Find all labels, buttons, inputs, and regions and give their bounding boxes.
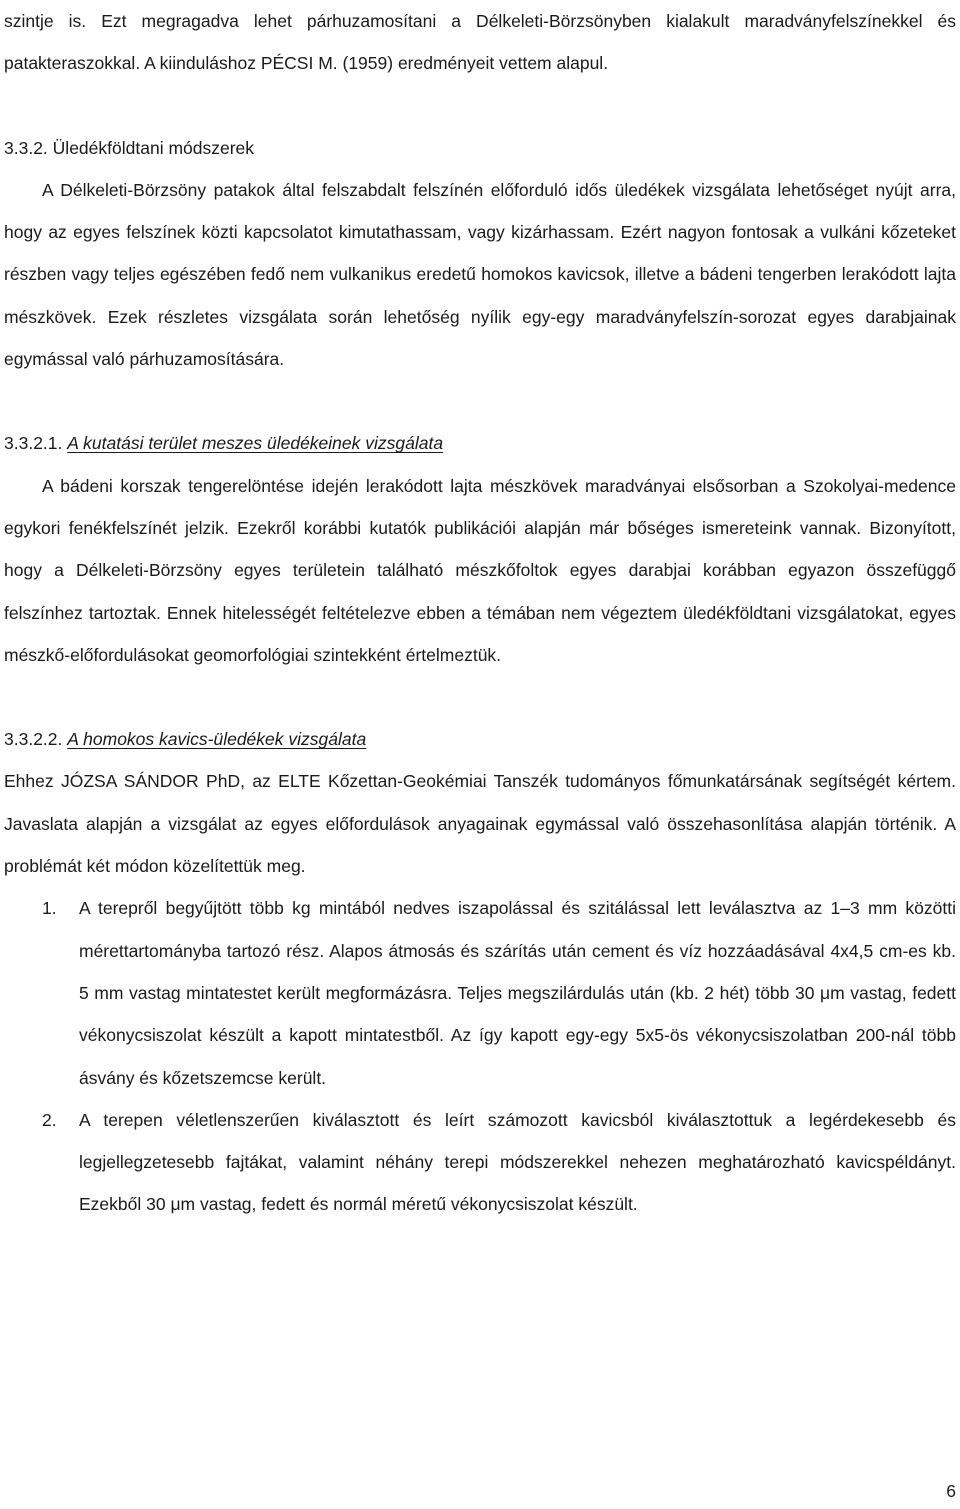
list-item-text: A terepen véletlenszerűen kiválasztott és leírt számozott kavicsból kiválasztottuk a legérdekesebb és legjellegzetesebb fajtákat, valamint néhány terepi módszerekkel nehezen meghatározható kavicspéldányt. Ezekből 30 μm vastag, fedett és normál méretű vékonycsiszolat készült.: [79, 1109, 956, 1215]
section-3-3-2-1-paragraph: A bádeni korszak tengerelöntése idején lerakódott lajta mészkövek maradványai elsősorban a Szokolyai-medence egykori fenékfelszínét jelzik. Ezekről korábbi kutatók publikációi alapján már bőséges ismereteink vannak. Bizonyított, hogy a Délkeleti-Börzsöny egyes területein található mészkőfoltok egyes darabjai korábban egyazon összefüggő felszínhez tartoztak. Ennek hitelességét feltételezve ebben a témában nem végeztem üledékföldtani vizsgálatokat, egyes mészkő-előfordulásokat geomorfológiai szintekként értelmeztük.: [4, 475, 956, 665]
spacer: [4, 380, 956, 422]
section-heading-3-3-2-2: [4, 718, 956, 760]
section-3-3-2-2-paragraph: Ehhez JÓZSA SÁNDOR PhD, az ELTE Kőzettan-Geokémiai Tanszék tudományos főmunkatársának segítségét kértem. Javaslata alapján a vizsgálat az egyes előfordulások anyagainak egymással való összehasonlítása alapján történik. A problémát két módon közelítettük meg.: [4, 771, 956, 877]
list-item: [4, 1099, 956, 1226]
document-page: [4, 0, 956, 1226]
page-number: 6: [946, 1481, 956, 1501]
section-3-3-2-paragraph: A Délkeleti-Börzsöny patakok által felszabdalt felszínén előforduló idős üledékek vizsgálata lehetőséget nyújt arra, hogy az egyes felszínek közti kapcsolatot kimutathassam, vagy kizárhassam. Ezért nagyon fontosak a vulkáni kőzeteket részben vagy teljes egészében fedő nem vulkanikus eredetű homokos kavicsok, illetve a bádeni tengerben lerakódott lajta mészkövek. Ezek részletes vizsgálata során lehetőség nyílik egy-egy maradványfelszín-sorozat egyes darabjainak egymással való párhuzamosítására.: [4, 179, 956, 370]
section-number: 3.3.2.: [4, 137, 48, 158]
list-item: [4, 887, 956, 1098]
section-number: 3.3.2.1.: [4, 433, 63, 454]
list-marker: 2.: [42, 1109, 57, 1130]
section-heading-3-3-2-1: [4, 422, 956, 464]
spacer: [4, 676, 956, 718]
list-marker: 1.: [42, 898, 57, 919]
list-item-text: A terepről begyűjtött több kg mintából nedves iszapolással és szitálással lett leválasztva az 1–3 mm közötti mérettartományba tartozó rész. Alapos átmosás és szárítás után cement és víz hozzáadásával 4x4,5 cm-es kb. 5 mm vastag mintatestet került megformázásra. Teljes megszilárdulás után (kb. 2 hét) több 30 μm vastag, fedett vékonycsiszolat készült a kapott mintatestből. Az így kapott egy-egy 5x5-ös vékonycsiszolatban 200-nál több ásvány és kőzetszemcse került.: [79, 898, 956, 1088]
intro-paragraph: szintje is. Ezt megragadva lehet párhuzamosítani a Délkeleti-Börzsönyben kialakult maradványfelszínekkel és patakteraszokkal. A kiinduláshoz PÉCSI M. (1959) eredményeit vettem alapul.: [4, 11, 956, 74]
section-number: 3.3.2.2.: [4, 729, 63, 750]
section-title: A homokos kavics-üledékek vizsgálata: [67, 729, 367, 750]
section-heading-3-3-2: [4, 127, 956, 169]
section-title: Üledékföldtani módszerek: [52, 137, 255, 158]
section-title: A kutatási terület meszes üledékeinek vizsgálata: [67, 433, 444, 454]
spacer: [4, 85, 956, 127]
method-list: [4, 887, 956, 1225]
